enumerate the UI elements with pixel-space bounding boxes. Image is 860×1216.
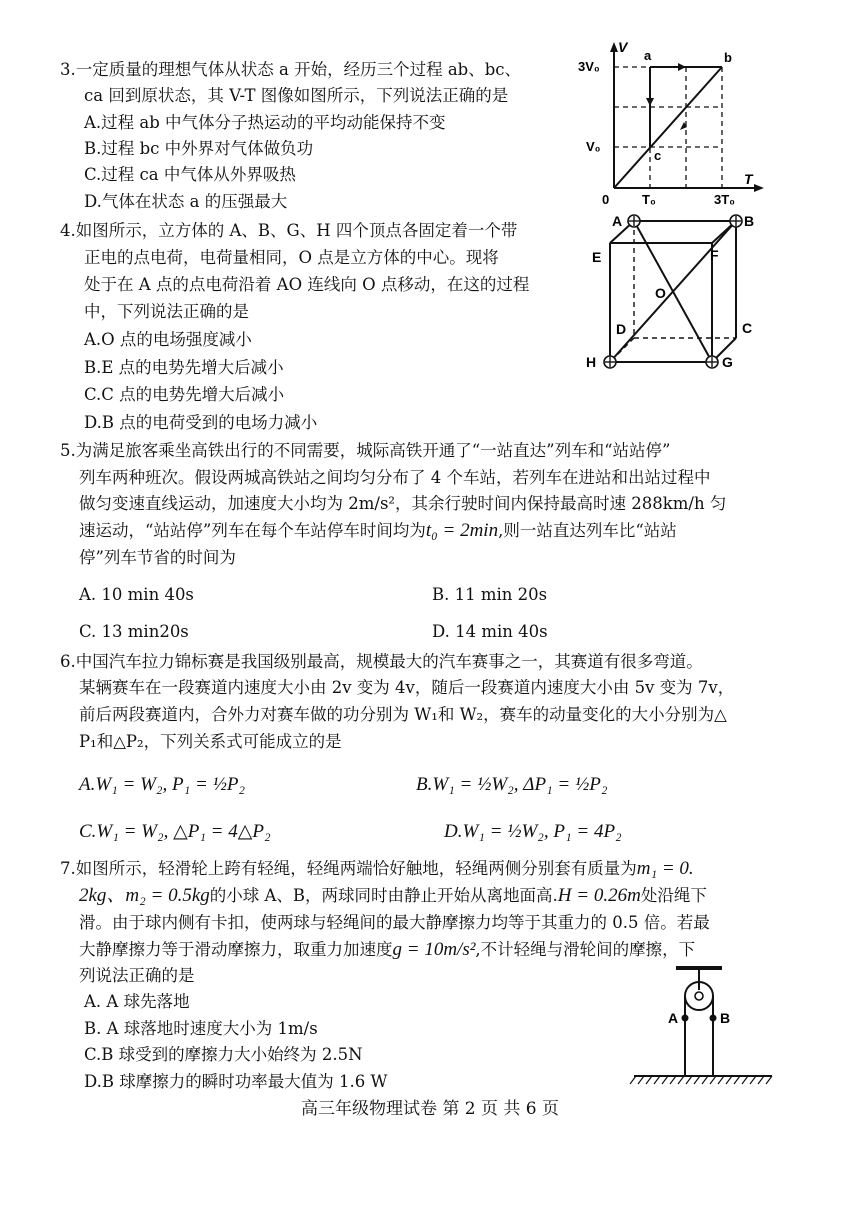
q4-stem-line4: 中，下列说法正确的是 bbox=[84, 302, 249, 321]
q3-stem-line1: 3.一定质量的理想气体从状态 a 开始，经历三个过程 ab、bc、 bbox=[60, 60, 522, 79]
q3-stem-line2: ca 回到原状态，其 V-T 图像如图所示，下列说法正确的是 bbox=[84, 86, 509, 105]
q5-stem-line4-tail: ,则一站直达列车比“站站 bbox=[498, 521, 677, 540]
q3-point-b-label: b bbox=[724, 50, 732, 65]
q6-option-c: C.W₁ = W₂, △P₁ = 4△P₂ bbox=[79, 821, 271, 842]
q6-option-b: B.W₁ = ½W₂, ΔP₁ = ½P₂ bbox=[416, 774, 608, 795]
q4-option-b: B.E 点的电势先增大后减小 bbox=[84, 358, 284, 377]
q5-option-c: C. 13 min20s bbox=[79, 622, 189, 641]
q6-stem-line1: 6.中国汽车拉力锦标赛是我国级别最高，规模最大的汽车赛事之一，其赛道有很多弯道。 bbox=[60, 652, 703, 671]
q7-pulley-figure bbox=[628, 962, 778, 1090]
q4-label-e: E bbox=[592, 249, 602, 265]
q7-option-d: D.B 球摩擦力的瞬时功率最大值为 1.6 W bbox=[84, 1072, 388, 1091]
q7-option-c: C.B 球受到的摩擦力大小始终为 2.5N bbox=[84, 1045, 363, 1064]
page-footer: 高三年级物理试卷 第 2 页 共 6 页 bbox=[300, 1099, 560, 1119]
q4-label-b: B bbox=[744, 213, 755, 229]
q6-stem-line2: 某辆赛车在一段赛道内速度大小由 2v 变为 4v，随后一段赛道内速度大小由 5v 变为 7v， bbox=[79, 678, 735, 697]
q3-option-b: B.过程 bc 中外界对气体做负功 bbox=[84, 139, 314, 158]
q7-gravity-formula: g = 10m/s² bbox=[392, 939, 476, 960]
q7-stem-line2 bbox=[79, 884, 707, 908]
q3-axis-t-label: T bbox=[744, 171, 753, 187]
q4-cube-figure bbox=[580, 206, 780, 378]
q7-option-b: B. A 球落地时速度大小为 1m/s bbox=[84, 1019, 318, 1038]
q7-stem-line1 bbox=[60, 857, 694, 881]
q7-stem-line4-tail: ,不计轻绳与滑轮间的摩擦，下 bbox=[475, 940, 696, 959]
q3-ytick-3v0: 3V₀ bbox=[578, 59, 600, 74]
q6-stem-line4: P₁和△P₂，下列关系式可能成立的是 bbox=[79, 732, 342, 751]
q5-stem-line1: 5.为满足旅客乘坐高铁出行的不同需要，城际高铁开通了“一站直达”列车和“站站停” bbox=[60, 441, 671, 460]
q5-stem-line4-text: 速运动，“站站停”列车在每个车站停车时间均为 bbox=[79, 521, 426, 540]
q7-option-a: A. A 球先落地 bbox=[84, 992, 190, 1011]
q3-option-d: D.气体在状态 a 的压强最大 bbox=[84, 192, 288, 211]
q3-vt-graph bbox=[572, 40, 772, 210]
q5-option-b: B. 11 min 20s bbox=[432, 585, 548, 604]
q4-label-a: A bbox=[612, 213, 623, 229]
q4-label-d: D bbox=[616, 321, 627, 337]
q5-option-a: A. 10 min 40s bbox=[79, 585, 194, 604]
q6-option-a: A.W₁ = W₂, P₁ = ½P₂ bbox=[79, 774, 246, 795]
q3-option-c: C.过程 ca 中气体从外界吸热 bbox=[84, 165, 296, 184]
q7-stem-line1-text: 7.如图所示，轻滑轮上跨有轻绳，轻绳两端恰好触地，轻绳两侧分别套有质量为 bbox=[60, 859, 637, 878]
q4-option-d: D.B 点的电荷受到的电场力减小 bbox=[84, 413, 318, 432]
q3-axis-v-label: V bbox=[618, 40, 628, 55]
q5-stem-line3: 做匀变速直线运动，加速度大小均为 2m/s²，其余行驶时间内保持最高时速 288km/h 匀 bbox=[79, 494, 727, 513]
q7-stem-line2-text: 的小球 A、B，两球同时由静止开始从离地面高. bbox=[209, 886, 558, 905]
q3-option-a: A.过程 ab 中气体分子热运动的平均动能保持不变 bbox=[84, 113, 446, 132]
q7-height-formula: H = 0.26m bbox=[557, 885, 641, 906]
q4-option-a: A.O 点的电场强度减小 bbox=[84, 330, 252, 349]
q3-xtick-t0: T₀ bbox=[642, 192, 656, 207]
q7-stem-line3: 滑。由于球内侧有卡扣，使两球与轻绳间的最大静摩擦力均等于其重力的 0.5 倍。若最 bbox=[79, 913, 710, 932]
q3-ytick-v0: V₀ bbox=[586, 139, 601, 154]
q3-point-c-label: c bbox=[654, 148, 662, 163]
q7-stem-line2-tail: 处沿绳下 bbox=[640, 886, 707, 905]
q4-label-h: H bbox=[586, 354, 597, 370]
q4-label-f: F bbox=[710, 247, 719, 263]
q5-stem-line5: 停”列车节省的时间为 bbox=[79, 548, 236, 567]
q3-point-a-label: a bbox=[644, 48, 652, 63]
q6-stem-line3: 前后两段赛道内，合外力对赛车做的功分别为 W₁和 W₂，赛车的动量变化的大小分别为△ bbox=[79, 705, 727, 724]
q4-label-g: G bbox=[722, 354, 733, 370]
q6-option-d: D.W₁ = ½W₂, P₁ = 4P₂ bbox=[444, 821, 622, 842]
q5-option-d: D. 14 min 40s bbox=[432, 622, 548, 641]
q7-stem-line4 bbox=[79, 938, 695, 962]
q4-stem-line3: 处于在 A 点的点电荷沿着 AO 连线向 O 点移动，在这的过程 bbox=[84, 275, 530, 294]
q7-ball-a-label: A bbox=[668, 1010, 679, 1026]
q7-mass2-formula: 2kg、m₂ = 0.5kg bbox=[79, 885, 210, 906]
q4-stem-line1: 4.如图所示，立方体的 A、B、G、H 四个顶点各固定着一个带 bbox=[60, 221, 518, 240]
q4-label-c: C bbox=[742, 320, 753, 336]
q5-stop-time-formula: t₀ = 2min bbox=[425, 520, 499, 541]
q7-stem-line4-text: 大静摩擦力等于滑动摩擦力，取重力加速度 bbox=[79, 940, 393, 959]
q5-stem-line4 bbox=[79, 519, 677, 543]
q5-stem-line2: 列车两种班次。假设两城高铁站之间均匀分布了 4 个车站，若列车在进站和出站过程中 bbox=[79, 468, 711, 487]
q3-origin-label: 0 bbox=[602, 192, 610, 207]
q7-stem-line5: 列说法正确的是 bbox=[79, 966, 195, 985]
q4-stem-line2: 正电的点电荷，电荷量相同，O 点是立方体的中心。现将 bbox=[84, 248, 499, 267]
q4-option-c: C.C 点的电势先增大后减小 bbox=[84, 385, 285, 404]
q7-mass1-formula: m₁ = 0. bbox=[636, 858, 694, 879]
q7-ball-b-label: B bbox=[720, 1010, 731, 1026]
q3-xtick-3t0: 3T₀ bbox=[714, 192, 736, 207]
q4-label-o: O bbox=[655, 285, 666, 301]
